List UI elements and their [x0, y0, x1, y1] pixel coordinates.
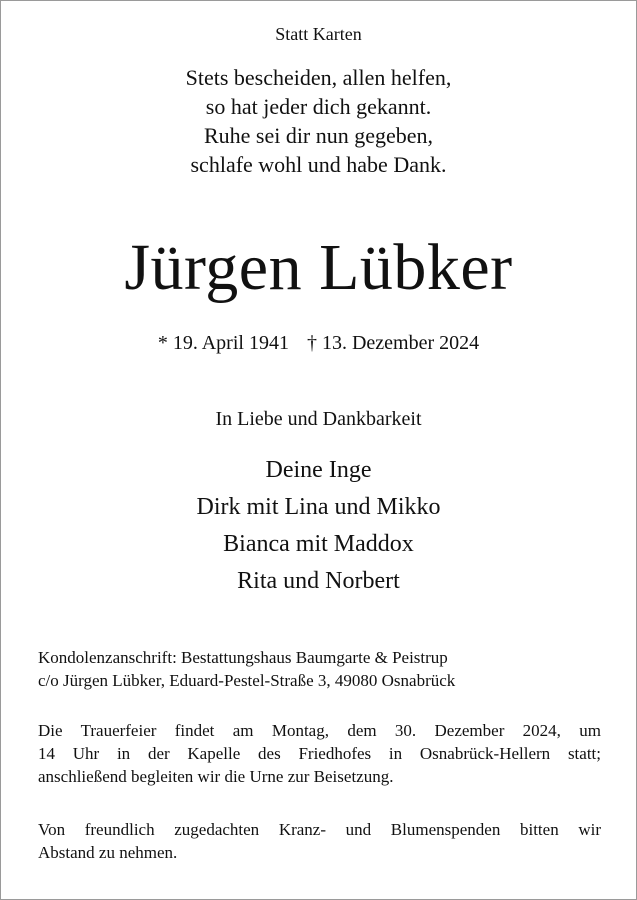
poem — [0, 63, 637, 179]
flowers-note — [38, 818, 601, 864]
poem-line: Stets bescheiden, allen helfen, — [185, 65, 452, 90]
deceased-name: Jürgen Lübker — [124, 231, 513, 304]
poem-line: Ruhe sei dir nun gegeben, — [203, 123, 434, 148]
condolence-line: Kondolenzanschrift: Bestattungshaus Baumgarte & Peistrup — [38, 648, 448, 667]
death-date: † 13. Dezember 2024 — [306, 332, 480, 354]
header-text: Statt Karten — [275, 24, 362, 44]
ceremony-line: 14 Uhr in der Kapelle des Friedhofes in Osnabrück-Hellern statt; — [38, 744, 601, 763]
ceremony-line: anschließend begleiten wir die Urne zur Beisetzung. — [38, 767, 394, 786]
poem-line: so hat jeder dich gekannt. — [205, 94, 432, 119]
dedication: In Liebe und Dankbarkeit — [215, 408, 422, 430]
mourner: Rita und Norbert — [237, 568, 400, 594]
condolence-address — [38, 646, 601, 692]
mourners-list — [0, 452, 637, 600]
mourner: Dirk mit Lina und Mikko — [196, 494, 441, 520]
condolence-line: c/o Jürgen Lübker, Eduard-Pestel-Straße 3, 49080 Osnabrück — [38, 671, 456, 690]
ceremony-info — [38, 719, 601, 788]
poem-line: schlafe wohl und habe Dank. — [190, 152, 447, 177]
flowers-line: Abstand zu nehmen. — [38, 843, 178, 862]
flowers-line: Von freundlich zugedachten Kranz- und Blumenspenden bitten wir — [38, 820, 601, 839]
birth-date: * 19. April 1941 — [157, 332, 289, 354]
mourner: Deine Inge — [265, 457, 372, 483]
life-dates — [0, 332, 637, 355]
ceremony-line: Die Trauerfeier findet am Montag, dem 30. Dezember 2024, um — [38, 721, 601, 740]
mourner: Bianca mit Maddox — [223, 531, 414, 557]
